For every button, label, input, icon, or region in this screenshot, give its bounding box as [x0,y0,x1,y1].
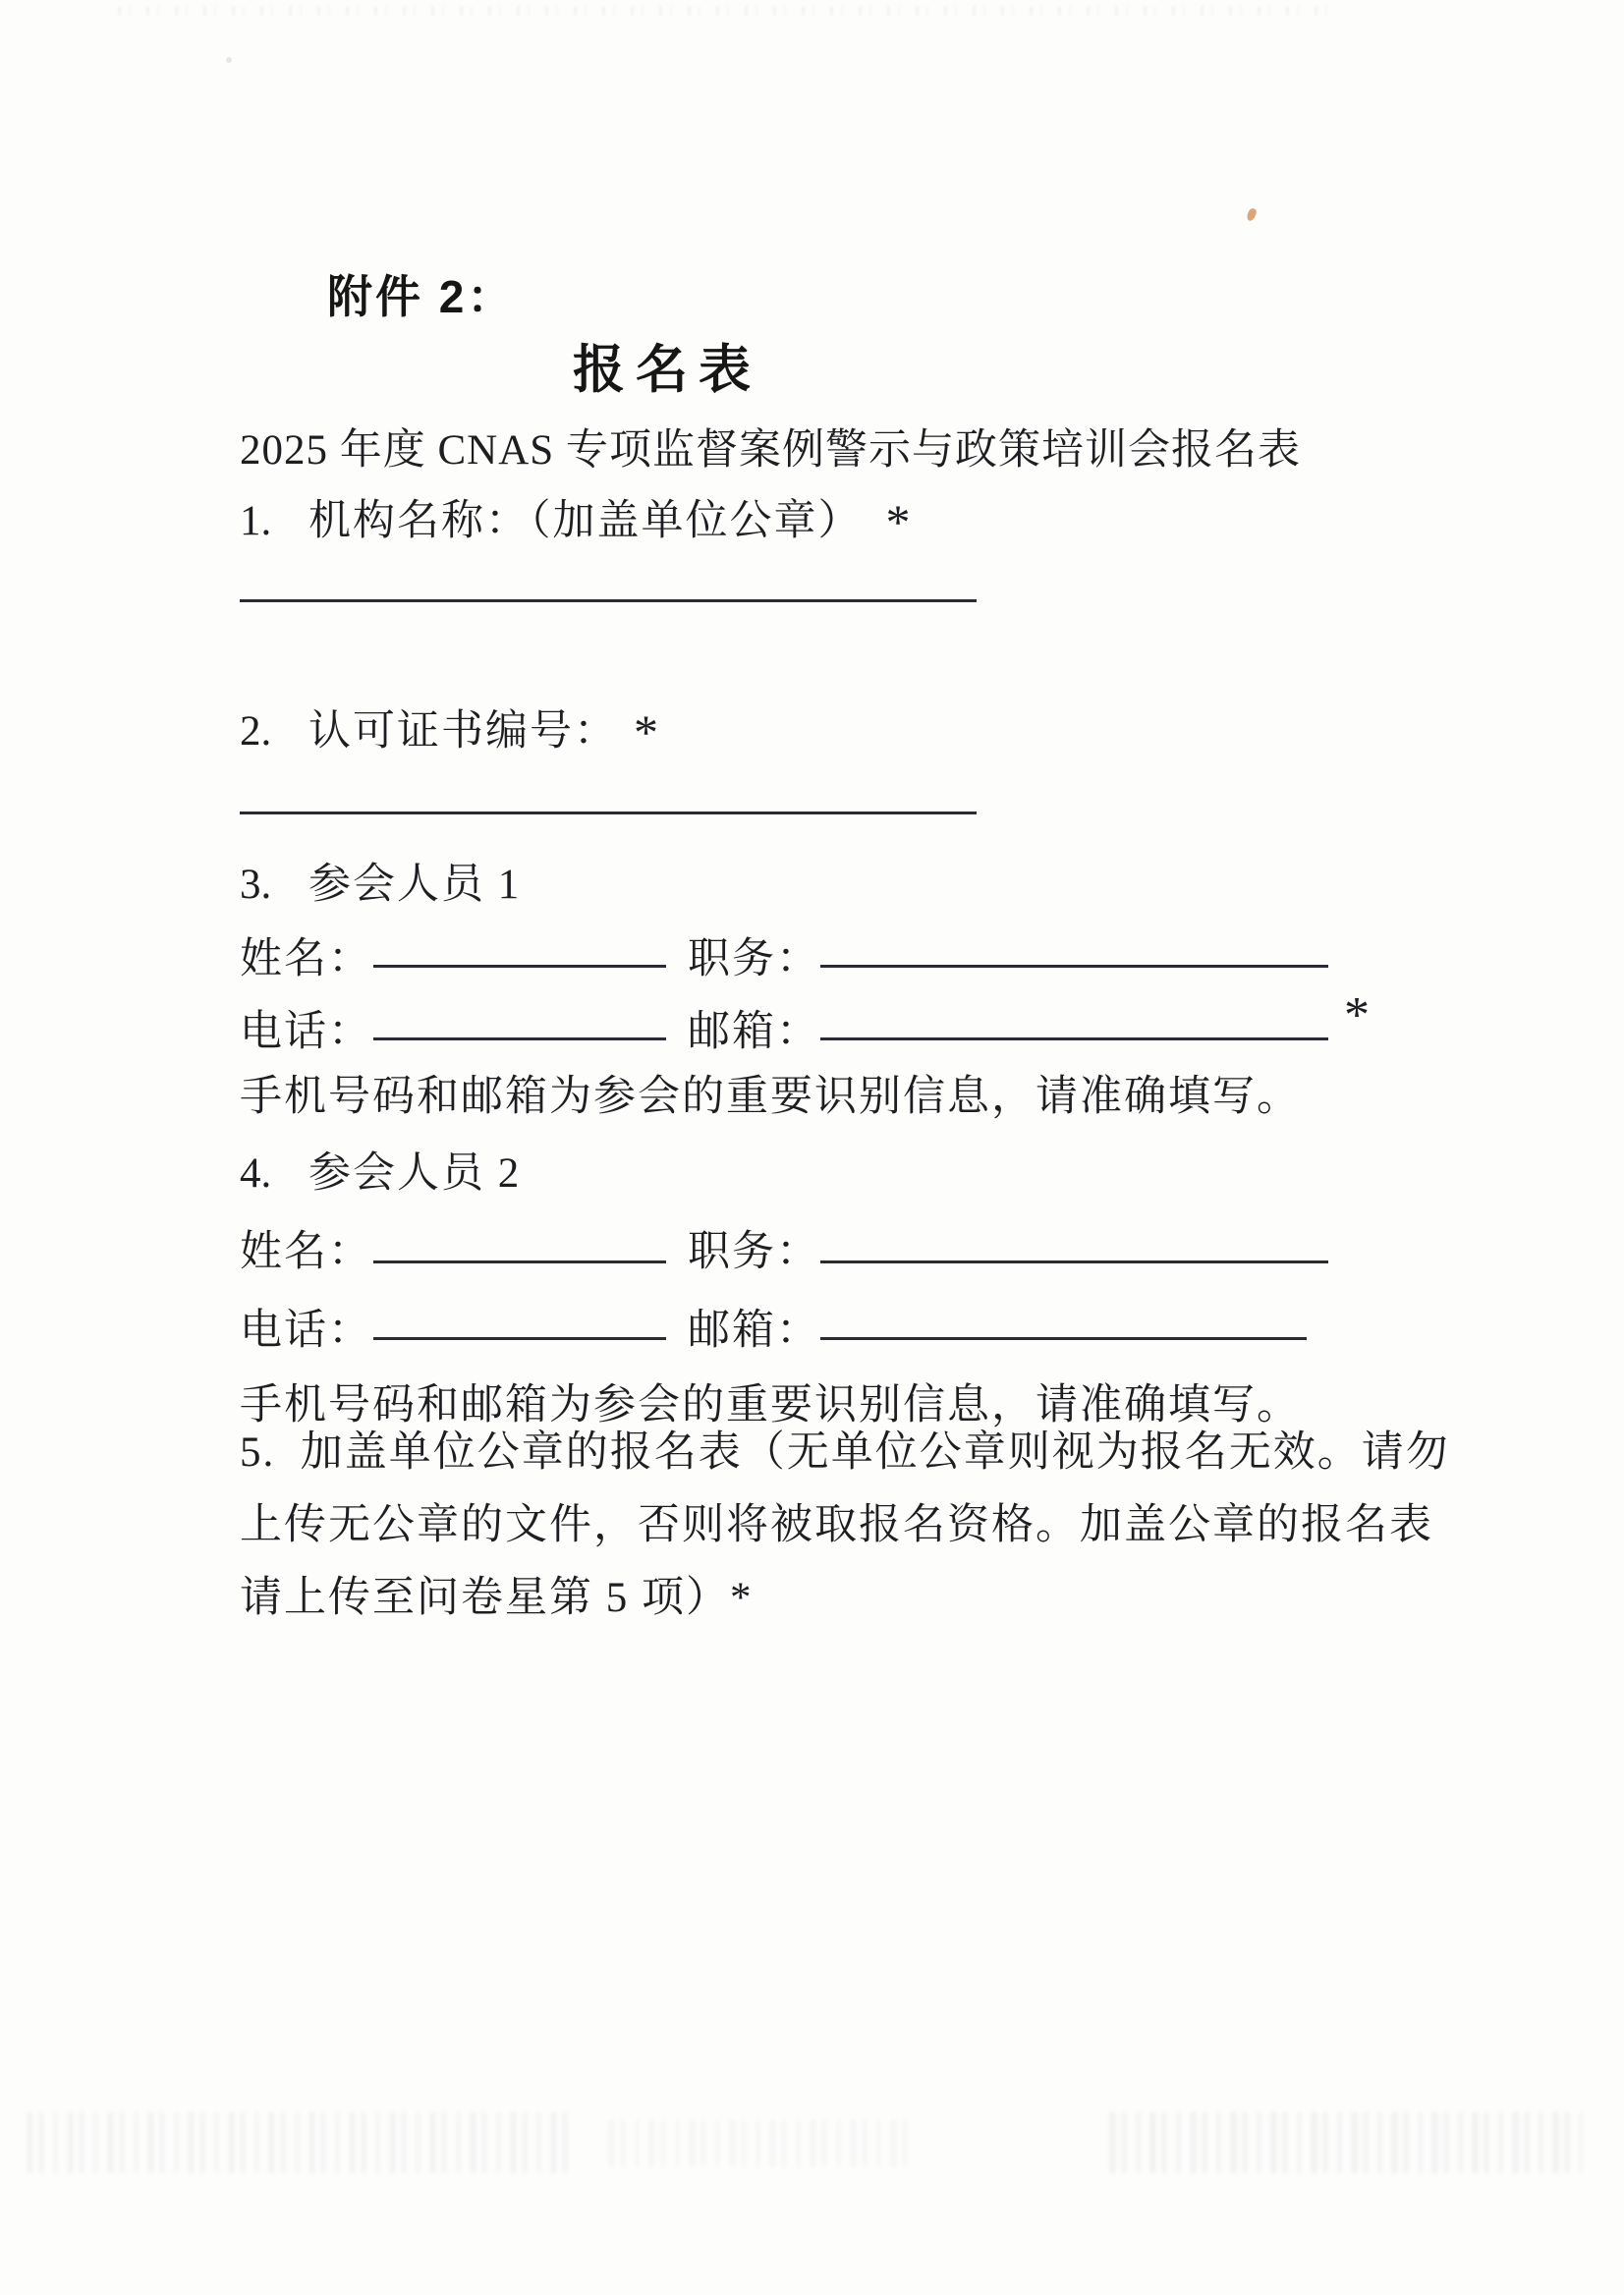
item2-row [240,698,660,757]
email-blank [820,1296,1307,1340]
attendee2-note: 手机号码和邮箱为参会的重要识别信息，请准确填写。 [240,1382,1301,1428]
page-title: 报名表 [573,341,761,399]
attendee2-heading-label: 参会人员 2 [308,1150,522,1197]
item5-line3: 请上传至问卷星第 5 项）* [240,1575,754,1621]
attendee1-note: 手机号码和邮箱为参会的重要识别信息，请准确填写。 [240,1074,1301,1120]
attendee1-heading [240,851,521,911]
position-blank [820,924,1328,968]
position-label: 职务： [688,1229,820,1275]
name-blank [373,1219,666,1263]
scan-noise-strip [118,6,1336,16]
item1-row [240,487,913,547]
phone-label: 电话： [240,1308,372,1354]
phone-blank [373,1296,666,1340]
attendee2-number: 4. [240,1150,272,1197]
item5-line1: 5. 加盖单位公章的报名表（无单位公章则视为报名无效。请勿 [240,1429,1450,1476]
name-blank [373,924,666,968]
bleedthrough-segment [609,2120,914,2167]
email-blank [820,996,1328,1040]
email-label: 邮箱： [688,1308,820,1354]
bleedthrough-segment [28,2112,578,2173]
attachment-label: 附件 2： [327,271,516,322]
item1-label: 机构名称：（加盖单位公章） [308,498,863,544]
email-label: 邮箱： [688,1009,820,1055]
required-asterisk: * [885,494,913,549]
item1-blank-line [240,597,977,602]
position-blank [820,1219,1328,1263]
scan-speck [1246,207,1258,222]
item1-number: 1. [240,498,272,544]
position-label: 职务： [688,936,820,982]
item5-line2: 上传无公章的文件，否则将被取报名资格。加盖公章的报名表 [240,1502,1433,1548]
item2-number: 2. [240,708,272,755]
item2-label: 认可证书编号： [308,708,618,755]
required-asterisk: * [634,704,660,759]
phone-blank [373,996,666,1040]
attendee1-heading-label: 参会人员 1 [308,862,522,908]
scan-speck-small [226,57,232,63]
attendee1-number: 3. [240,862,272,908]
name-label: 姓名： [240,1229,372,1275]
name-label: 姓名： [240,936,372,982]
bleedthrough-segment [1110,2112,1582,2173]
form-subtitle: 2025 年度 CNAS 专项监督案例警示与政策培训会报名表 [240,427,1301,474]
item2-blank-line [240,810,977,814]
attendee2-heading [240,1140,521,1200]
required-asterisk: * [1344,987,1370,1043]
phone-label: 电话： [240,1009,372,1055]
